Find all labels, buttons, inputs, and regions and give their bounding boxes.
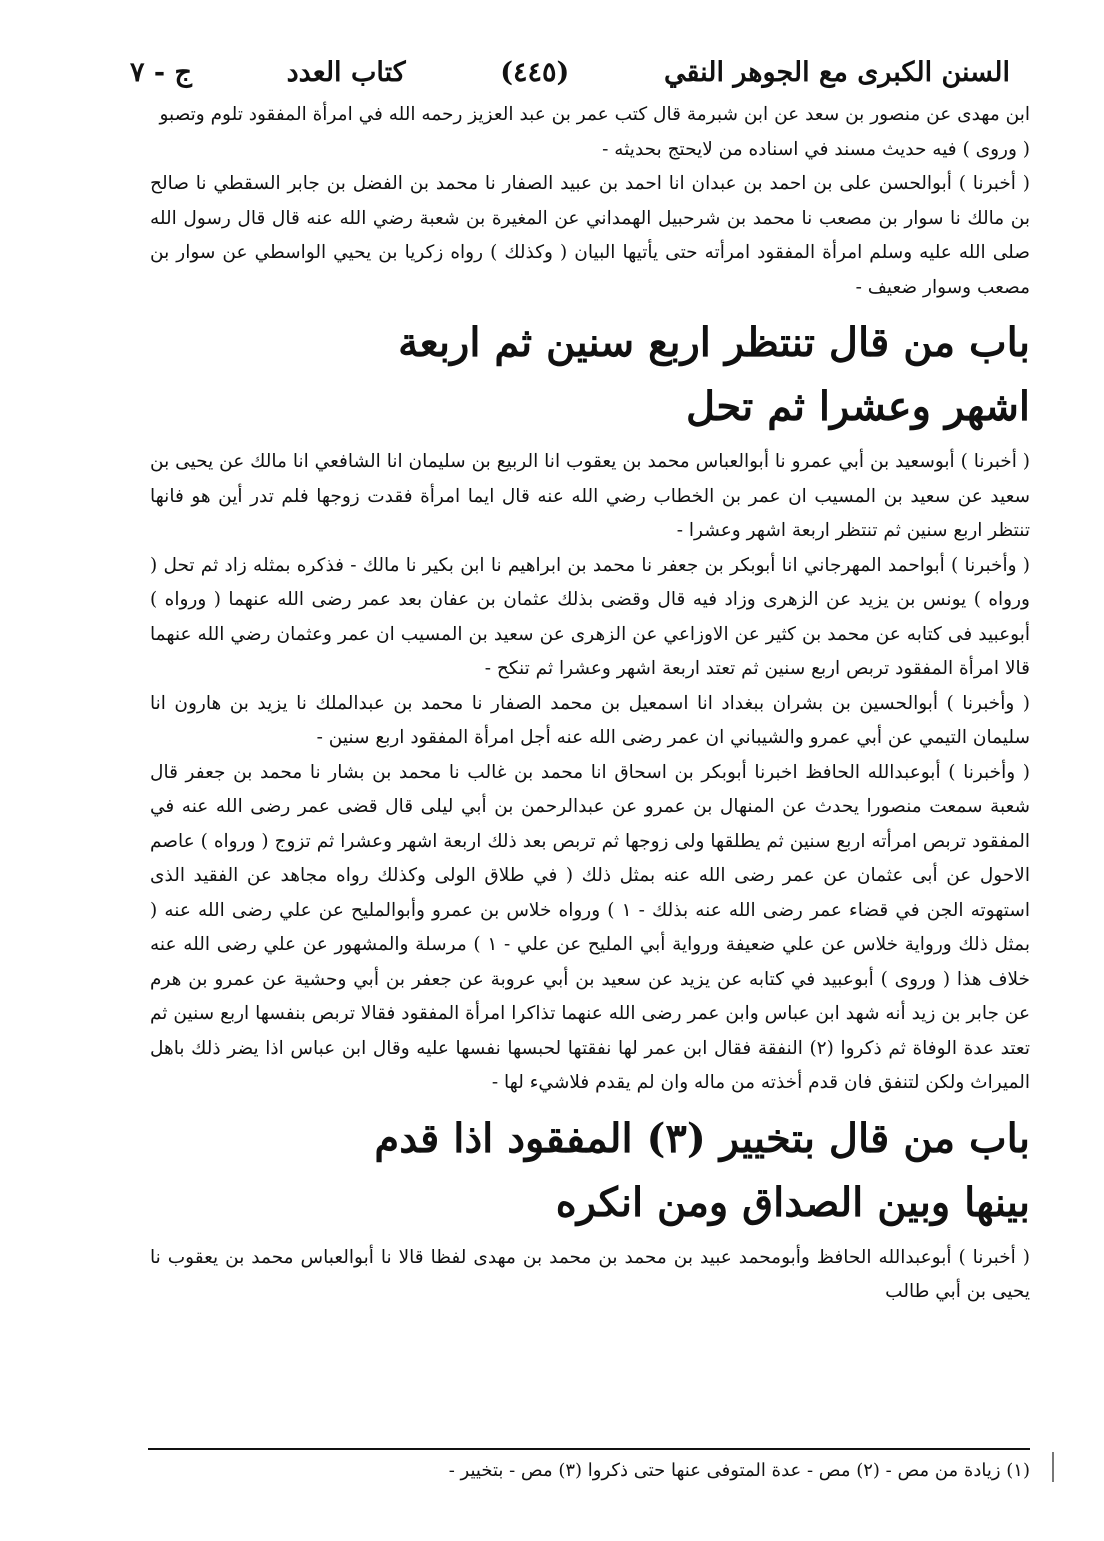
paragraph: ( وأخبرنا ) أبوعبدالله الحافظ اخبرنا أبوبكر بن اسحاق انا محمد بن غالب نا محمد بن بشار نا محمد بن جعفر قال شعبة سمعت منصورا يحدث عن المنهال بن عمرو عن عبدالرحمن بن أبي ليلى قال قضى عمر رضى الله عنه في المفقود تربص امرأته اربع سنين ثم يطلقها ولى زوجها ثم تربص بعد ذلك اربعة اشهر وعشرا ثم تزوج ( ورواه ) عاصم الاحول عن أبى عثمان عن عمر رضى الله عنه بمثل ذلك ( في طلاق الولى وكذلك رواه مجاهد عن الفقيد الذى استهوته الجن في قضاء عمر رضى الله عنه بذلك - ١ ) ورواه خلاس بن عمرو وأبوالمليح عن علي رضى الله عنه ( بمثل ذلك ورواية خلاس عن علي ضعيفة ورواية أبي المليح عن علي - ١ ) مرسلة والمشهور عن علي رضى الله عنه خلاف هذا ( وروى ) أبوعبيد في كتابه عن يزيد عن سعيد بن أبي عروبة عن جعفر بن أبي وحشية عن عمرو بن هرم عن جابر بن زيد أنه شهد ابن عباس وابن عمر رضى الله عنهما تذاكرا امرأة المفقود فقالا تربص بنفسها اربع سنين ثم تعتد عدة الوفاة ثم ذكروا (٢) النفقة فقال ابن عمر لها نفقتها لحبسها نفسها عليه وقال ابن عباس اذا يضر ذلك باهل الميراث ولكن لتنفق فان قدم أخذته من ماله وان لم يقدم فلاشيء لها - bbox=[150, 761, 1031, 1093]
section-heading-1-line-1: باب من قال تنتظر اربع سنين ثم اربعة bbox=[398, 319, 1030, 366]
volume-number: ج - ٧ bbox=[130, 56, 192, 88]
paragraph: ابن مهدى عن منصور بن سعد عن ابن شبرمة قال كتب عمر بن عبد العزيز رحمه الله في امرأة المفقود تلوم وتصبو bbox=[159, 104, 1030, 125]
paragraph: ( وأخبرنا ) أبوالحسين بن بشران ببغداد انا اسمعيل بن محمد الصفار نا محمد بن عبدالملك نا يزيد بن هارون انا سليمان التيمي عن أبي عمرو والشيباني ان عمر رضى الله عنه أجل امرأة المفقود اربع سنين - bbox=[150, 692, 1030, 748]
paragraph: ( وروى ) فيه حديث مسند في اسناده من لايحتج بحديثه - bbox=[602, 138, 1030, 160]
chapter-title: كتاب العدد bbox=[286, 56, 406, 88]
paragraph: ( أخبرنا ) أبوعبدالله الحافظ وأبومحمد عبيد بن محمد بن محمد بن مهدى لفظا قالا نا أبوالعباس محمد بن يعقوب نا يحيى بن أبي طالب bbox=[150, 1246, 1030, 1302]
body-text bbox=[150, 98, 1030, 1310]
page-header bbox=[130, 48, 1010, 96]
page-number: (٤٤٥) bbox=[500, 56, 570, 88]
paragraph: ( أخبرنا ) أبوالحسن على بن احمد بن عبدان انا احمد بن عبيد الصفار نا محمد بن الفضل بن جابر السقطي نا صالح بن مالك نا سوار بن مصعب نا محمد بن شرحبيل الهمداني عن المغيرة بن شعبة رضي الله عنه قال قال رسول الله صلى الله عليه وسلم امرأة المفقود امرأته حتى يأتيها البيان ( وكذلك ) رواه زكريا بن يحيي الواسطي عن سوار بن مصعب وسوار ضعيف - bbox=[150, 173, 1030, 298]
section-heading-1-line-2: اشهر وعشرا ثم تحل bbox=[686, 383, 1030, 430]
section-heading-2-line-2: بينها وبين الصداق ومن انكره bbox=[555, 1178, 1030, 1226]
paragraph: ( أخبرنا ) أبوسعيد بن أبي عمرو نا أبوالعباس محمد بن يعقوب انا الربيع بن سليمان انا الشافعي انا مالك عن يحيى بن سعيد عن سعيد بن المسيب ان عمر بن الخطاب رضي الله عنه قال ايما امرأة فقدت زوجها فلم تدر أين هو فانها تنتظر اربع سنين ثم تنتظر اربعة اشهر وعشرا - bbox=[150, 451, 1030, 541]
paragraph: ( وأخبرنا ) أبواحمد المهرجاني انا أبوبكر بن جعفر نا محمد بن ابراهيم نا ابن بكير نا مالك - فذكره بمثله زاد ثم تحل ( ورواه ) يونس بن يزيد عن الزهرى وزاد فيه قال وقضى بذلك عثمان بن عفان بعد عمر رضى الله عنهما ( ورواه ) أبوعبيد فى كتابه عن محمد بن كثير عن الاوزاعي عن الزهرى عن سعيد بن المسيب ان عمر وعثمان رضي الله عنهما قالا امرأة المفقود تربص اربع سنين ثم تعتد اربعة اشهر وعشرا ثم تنكح - bbox=[150, 554, 1030, 679]
footnotes bbox=[150, 1456, 1030, 1486]
footnote-divider bbox=[148, 1448, 1030, 1450]
margin-bar bbox=[1052, 1452, 1054, 1482]
footnote-text: (١) زيادة من مص - (٢) مص - عدة المتوفى عنها حتى ذكروا (٣) مص - بتخيير - bbox=[448, 1460, 1030, 1481]
section-heading-2-line-1: باب من قال بتخيير (٣) المفقود اذا قدم bbox=[374, 1114, 1030, 1162]
book-title: السنن الكبرى مع الجوهر النقي bbox=[663, 56, 1010, 88]
